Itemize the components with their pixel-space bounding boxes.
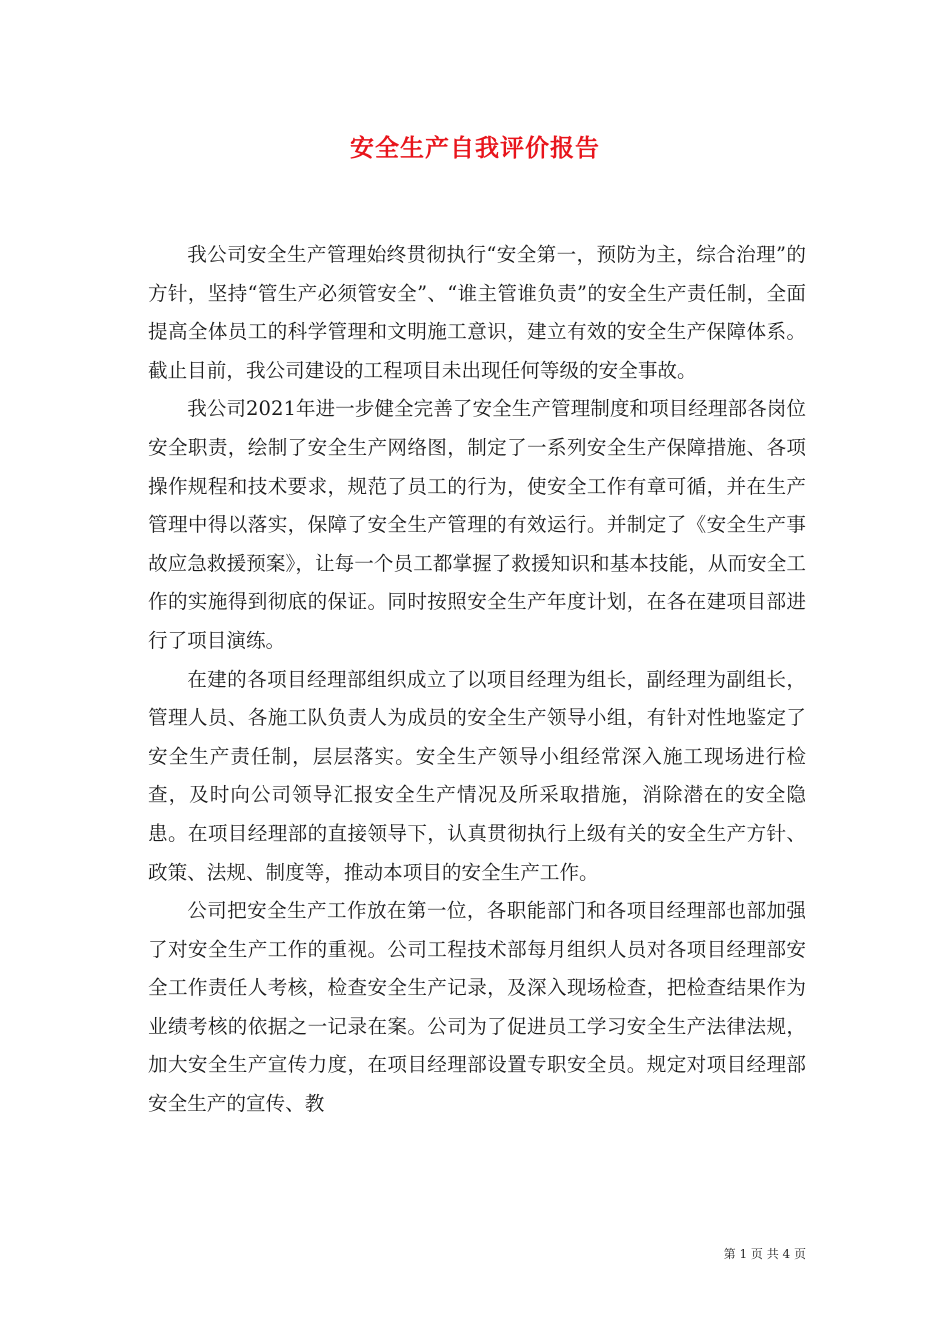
document-title: 安全生产自我评价报告 (350, 133, 600, 162)
document-body (148, 236, 806, 1124)
page-number-footer: 第 1 页 共 4 页 (723, 1247, 806, 1261)
paragraph-2: 我公司2021年进一步健全完善了安全生产管理制度和项目经理部各岗位安全职责，绘制了安全生产网络图，制定了一系列安全生产保障措施、各项操作规程和技术要求，规范了员工的行为，使安全工作有章可循，并在生产管理中得以落实，保障了安全生产管理的有效运行。并制定了《安全生产事故应急救援预案》，让每一个员工都掌握了救援知识和基本技能，从而安全工作的实施得到彻底的保证。同时按照安全生产年度计划，在各在建项目部进行了项目演练。 (148, 397, 806, 652)
paragraph-1: 我公司安全生产管理始终贯彻执行“安全第一，预防为主，综合治理”的方针，坚持“管生产必须管安全”、“谁主管谁负责”的安全生产责任制，全面提高全体员工的科学管理和文明施工意识，建立有效的安全生产保障体系。截止目前，我公司建设的工程项目未出现任何等级的安全事故。 (148, 243, 806, 382)
paragraph-3: 在建的各项目经理部组织成立了以项目经理为组长，副经理为副组长，管理人员、各施工队负责人为成员的安全生产领导小组，有针对性地鉴定了安全生产责任制，层层落实。安全生产领导小组经常深入施工现场进行检查，及时向公司领导汇报安全生产情况及所采取措施，消除潜在的安全隐患。在项目经理部的直接领导下，认真贯彻执行上级有关的安全生产方针、政策、法规、制度等，推动本项目的安全生产工作。 (148, 667, 806, 884)
paragraph-4: 公司把安全生产工作放在第一位，各职能部门和各项目经理部也部加强了对安全生产工作的重视。公司工程技术部每月组织人员对各项目经理部安全工作责任人考核，检查安全生产记录，及深入现场检查，把检查结果作为业绩考核的依据之一记录在案。公司为了促进员工学习安全生产法律法规，加大安全生产宣传力度，在项目经理部设置专职安全员。规定对项目经理部安全生产的宣传、教 (148, 899, 806, 1116)
